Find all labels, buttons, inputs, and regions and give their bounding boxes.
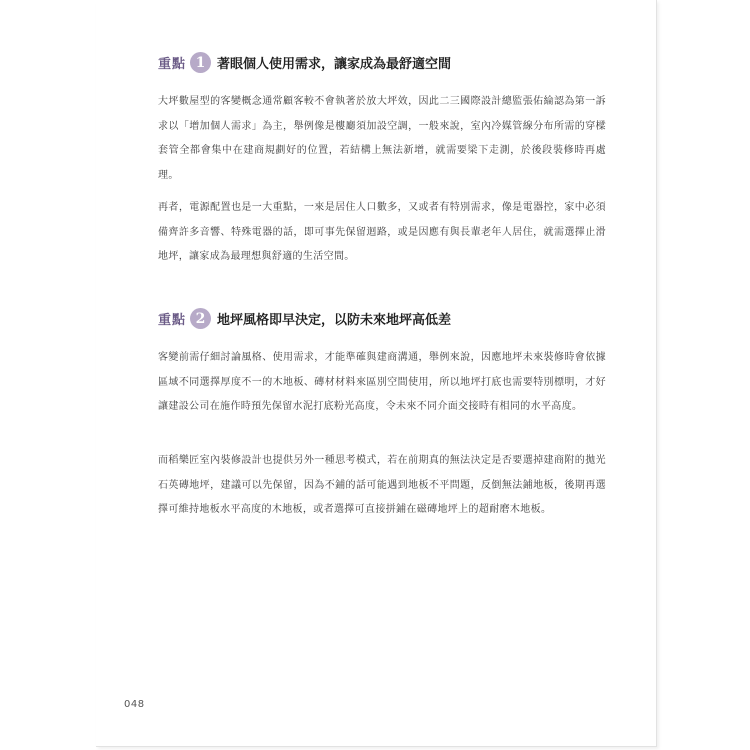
- section-heading-1: [158, 52, 451, 73]
- key-point-label: 重點: [158, 57, 187, 72]
- point-number-badge: 2: [190, 308, 211, 329]
- paragraph-2: 再者，電源配置也是一大重點，一來是居住人口數多，又或者有特別需求，像是電器控，家中必須備齊許多音響、特殊電器的話，即可事先保留迴路，或是因應有與長輩老年人居住，就需選擇止滑地坪，讓家成為最理想與舒適的生活空間。: [158, 202, 606, 262]
- section-title: 地坪風格即早決定，以防未來地坪高低差: [217, 313, 452, 328]
- book-page: [96, 0, 657, 747]
- paragraph-1: 大坪數屋型的客變概念通常顧客較不會執著於放大坪效，因此二三國際設計總監張佑綸認為第一訴求以「增加個人需求」為主，舉例像是樓廳須加設空調，一般來說，室內冷媒管線分布所需的穿樑套管全都會集中在建商規劃好的位置，若結構上無法新增，就需要梁下走測，於後段裝修時再處理。: [158, 96, 606, 181]
- paragraph-3: 客變前需仔細討論風格、使用需求，才能準確與建商溝通，舉例來說，因應地坪未來裝修時會依據區域不同選擇厚度不一的木地板、磚材材料來區別空間使用，所以地坪打底也需要特別標明，才好讓建設公司在施作時預先保留水泥打底粉光高度，令未來不同介面交接時有相同的水平高度。: [158, 352, 606, 412]
- page-number: 048: [124, 699, 145, 710]
- key-point-label: 重點: [158, 313, 187, 328]
- paragraph-4: 而稻樂匠室內裝修設計也提供另外一種思考模式，若在前期真的無法決定是否要選掉建商附的拋光石英磚地坪，建議可以先保留，因為不鋪的話可能遇到地板不平問題，反倒無法鋪地板，後期再選擇可維持地板水平高度的木地板，或者選擇可直接拼鋪在磁磚地坪上的超耐磨木地板。: [158, 455, 606, 515]
- section-title: 著眼個人使用需求，讓家成為最舒適空間: [217, 57, 452, 72]
- point-number-badge: 1: [190, 52, 211, 73]
- section-heading-2: [158, 308, 451, 329]
